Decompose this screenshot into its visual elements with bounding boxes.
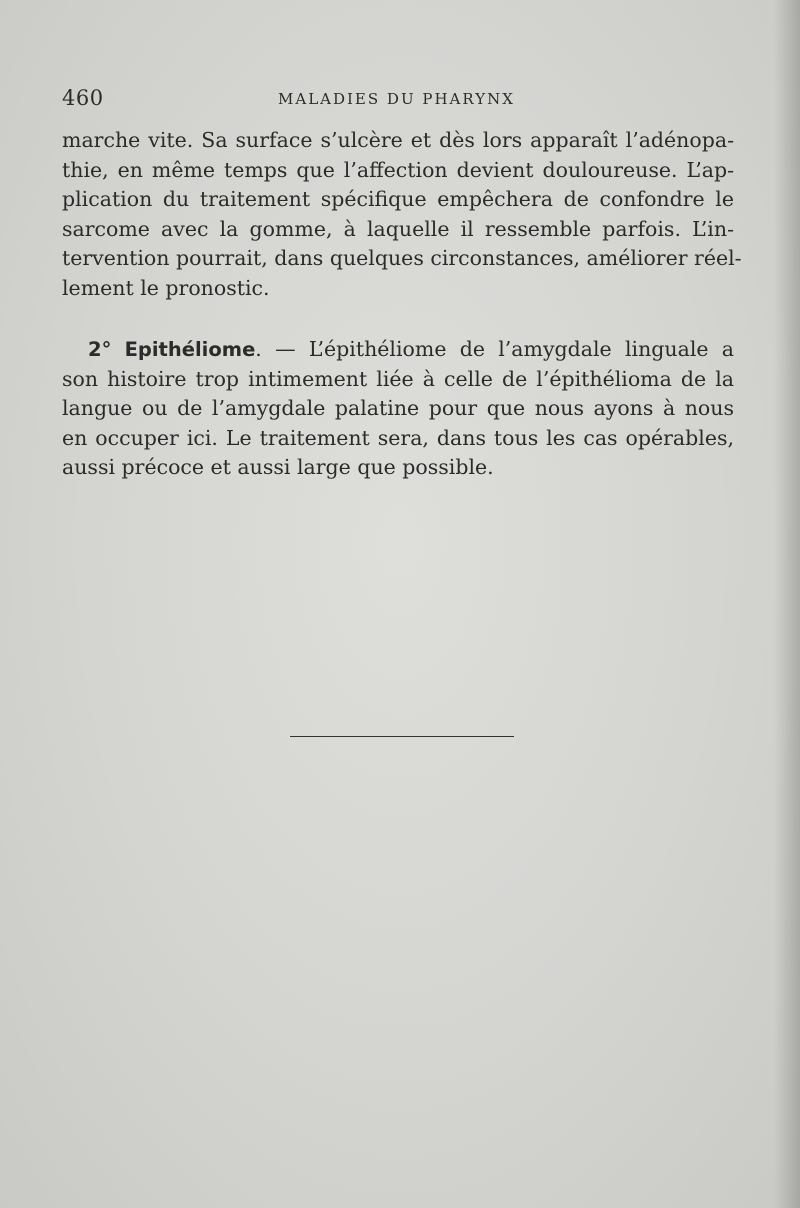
text-line: tervention pourrait, dans quelques circonstances, améliorer réel- [62, 246, 742, 270]
page-edge-shadow [774, 0, 800, 1208]
paragraph-epitheliome [62, 335, 734, 483]
page-header [62, 86, 736, 116]
text-line: lement le pronostic. [62, 275, 270, 300]
section-first-line-text: . — L’épithéliome de l’amygdale linguale a [255, 337, 734, 361]
section-end-rule [290, 736, 514, 737]
text-line: en occuper ici. Le traitement sera, dans tous les cas opérables, [62, 425, 734, 450]
text-line: sarcome avec la gomme, à laquelle il ressemble parfois. L’in- [62, 216, 734, 241]
paragraph-gap [62, 303, 734, 335]
section-number: 2° [88, 338, 112, 361]
page-number: 460 [62, 86, 104, 110]
body-text [62, 126, 742, 483]
paragraph-sarcome [62, 126, 742, 303]
section-heading: Epithéliome [124, 338, 256, 361]
text-line: thie, en même temps que l’affection devient douloureuse. L’ap- [62, 157, 734, 182]
section-first-line [62, 335, 734, 365]
text-line: plication du traitement spécifique empêchera de confondre le [62, 187, 734, 211]
text-line: langue ou de l’amygdale palatine pour que nous ayons à nous [62, 396, 734, 420]
text-line: son histoire trop intimement liée à celle de l’épithélioma de la [62, 366, 734, 391]
text-line: marche vite. Sa surface s’ulcère et dès lors apparaît l’adénopa- [62, 128, 734, 152]
running-title: MALADIES DU PHARYNX [278, 90, 515, 108]
text-line: aussi précoce et aussi large que possible. [62, 455, 494, 479]
